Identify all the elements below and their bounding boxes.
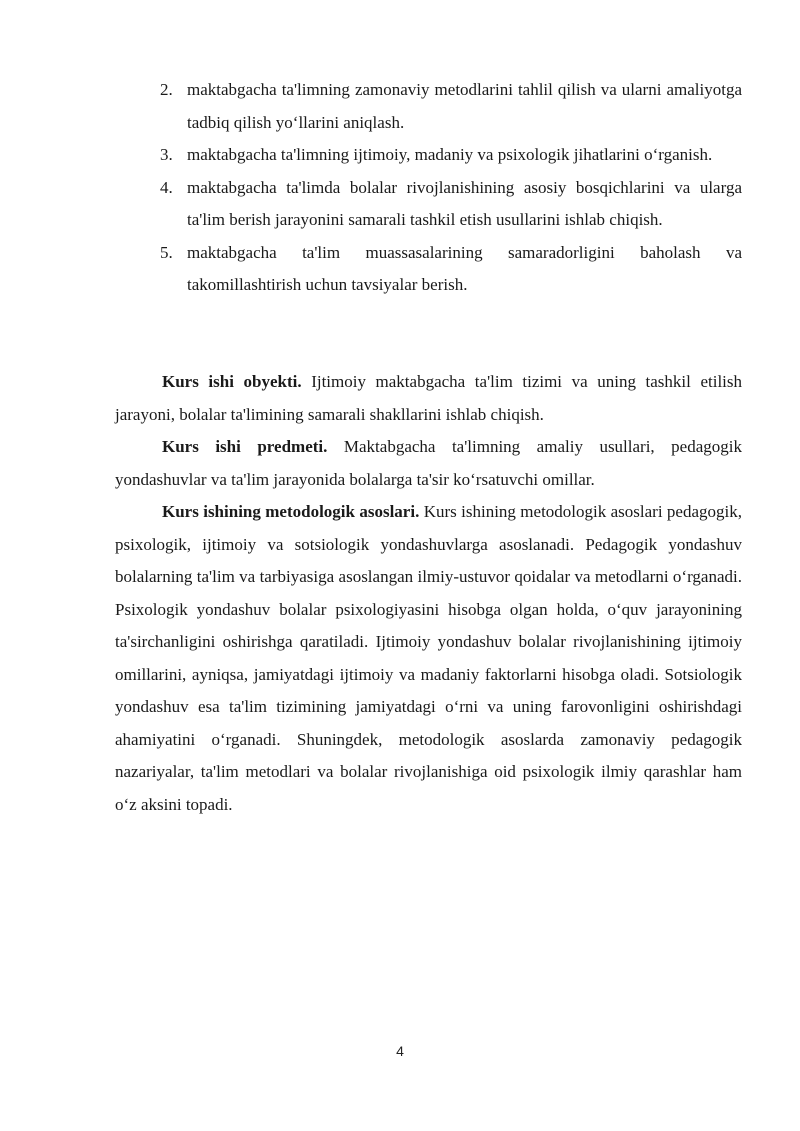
list-item-number: 5. (160, 242, 173, 262)
list-item (160, 237, 742, 302)
paragraph-heading: Kurs ishining metodologik asoslari. (162, 502, 420, 521)
list-item (160, 74, 742, 139)
paragraph-methodology (115, 496, 742, 821)
body-text (115, 366, 742, 821)
page-number: 4 (396, 1043, 404, 1059)
paragraph-text: Ijtimoiy maktabgacha ta'lim tizimi va uning tashkil etilish jarayoni, bolalar ta'limining samarali shakllarini ishlab chiqish. (115, 372, 742, 424)
list-item-number: 4. (160, 177, 173, 197)
paragraph-text: Maktabgacha ta'limning amaliy usullari, pedagogik yondashuvlar va ta'lim jarayonida bolalarga ta'sir ko‘rsatuvchi omillar. (115, 437, 742, 489)
list-item-number: 2. (160, 80, 173, 99)
list-item (160, 172, 742, 237)
paragraph-text: Kurs ishining metodologik asoslari pedagogik, psixologik, ijtimoiy va sotsiologik yondashuvlarga asoslanadi. Pedagogik yondashuv bolalarning ta'lim va tarbiyasiga asoslangan ilmiy-ustuvor qoidalar va metodlarni o‘rganadi. Psixologik yondashuv bolalar psixologiyasini hisobga olgan holda, o‘quv jarayonining ta'sirchanligini oshirishga qaratiladi. Ijtimoiy yondashuv bolalar rivojlanishining ijtimoiy omillarini, ayniqsa, jamiyatdagi ijtimoiy va madaniy faktorlarni hisobga oladi. Sotsiologik yondashuv esa ta'lim tizimining jamiyatdagi o‘rni va uning farovonligini oshirishdagi ahamiyatini o‘rganadi. Shuningdek, metodologik asoslarda zamonaviy pedagogik nazariyalar, ta'lim metodlari va bolalar rivojlanishiga oid psixologik ilmiy qarashlar ham o‘z aksini topadi. (115, 502, 742, 814)
paragraph-object (115, 366, 742, 431)
list-item-text: maktabgacha ta'limning zamonaviy metodlarini tahlil qilish va ularni amaliyotga tadbiq qilish yo‘llarini aniqlash. (187, 80, 742, 132)
paragraph-heading: Kurs ishi predmeti. (162, 437, 328, 456)
list-item (160, 139, 742, 172)
list-item-text: maktabgacha ta'limda bolalar rivojlanishining asosiy bosqichlarini va ularga ta'lim berish jarayonini samarali tashkil etish usullarini ishlab chiqish. (187, 177, 742, 229)
list-item-number: 3. (160, 145, 173, 164)
paragraph-heading: Kurs ishi obyekti. (162, 372, 302, 391)
list-item-text: maktabgacha ta'limning ijtimoiy, madaniy va psixologik jihatlarini o‘rganish. (187, 145, 713, 164)
objectives-list (160, 74, 742, 302)
list-item-text: maktabgacha ta'lim muassasalarining samaradorligini baholash va takomillashtirish uchun tavsiyalar berish. (187, 242, 742, 294)
paragraph-subject (115, 431, 742, 496)
